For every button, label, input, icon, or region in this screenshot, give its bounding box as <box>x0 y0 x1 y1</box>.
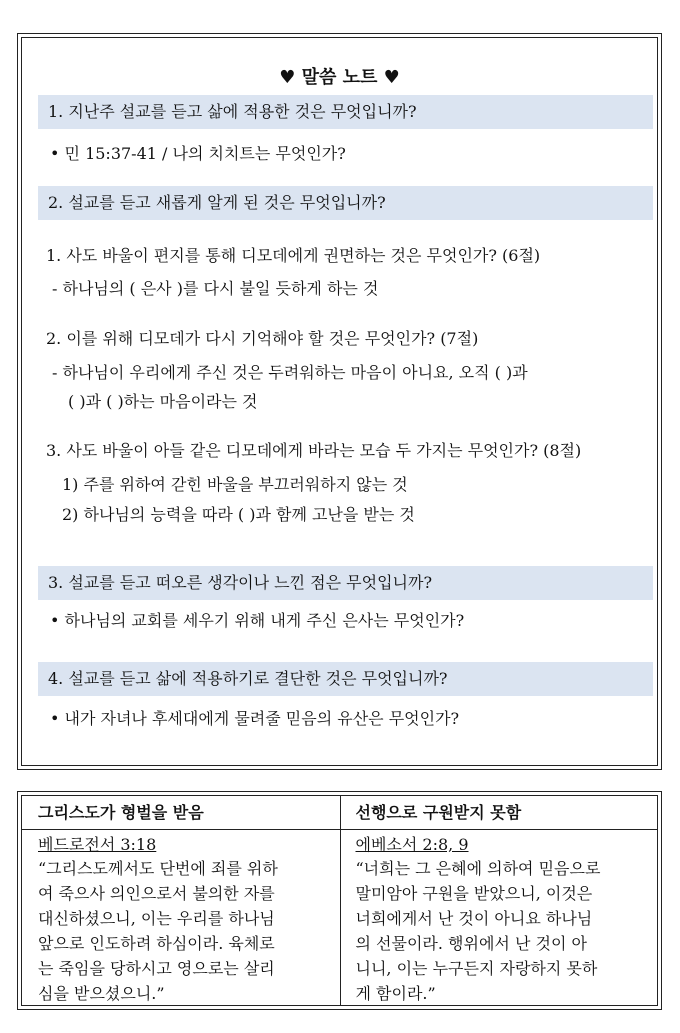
verse-line: 의 선물이라. 행위에서 난 것이 아 <box>355 934 587 953</box>
verse-text <box>356 856 648 1006</box>
verse-box <box>17 791 662 1010</box>
sub-question-3: 3. 사도 바울이 아들 같은 디모데에게 바라는 모습 두 가지는 무엇인가? (8절) <box>46 441 582 460</box>
verse-line: “너희는 그 은혜에 의하여 믿음으로 <box>355 859 601 878</box>
verse-line: “그리스도께서도 단번에 죄를 위하 <box>38 859 278 878</box>
verse-line: 여 죽으사 의인으로서 불의한 자를 <box>38 884 275 903</box>
question-3-item: • 하나님의 교회를 세우기 위해 내게 주신 은사는 무엇인가? <box>50 611 465 630</box>
verse-title: 그리스도가 형벌을 받음 <box>38 803 204 822</box>
verse-line: 니니, 이는 누구든지 자랑하지 못하 <box>355 959 598 978</box>
verse-line: 말미암아 구원을 받았으니, 이것은 <box>355 884 593 903</box>
question-4-item: • 내가 자녀나 후세대에게 물려줄 믿음의 유산은 무엇인가? <box>50 709 460 728</box>
verse-inner <box>21 795 658 1006</box>
sub-answer-3b: 2) 하나님의 능력을 따라 ( )과 함께 고난을 받는 것 <box>62 505 415 524</box>
sub-question-2: 2. 이를 위해 디모데가 다시 기억해야 할 것은 무엇인가? (7절) <box>46 329 479 348</box>
verse-column-left <box>22 796 340 1005</box>
verse-line: 는 죽임을 당하시고 영으로는 살리 <box>38 959 275 978</box>
question-1-item: • 민 15:37-41 / 나의 치치트는 무엇인가? <box>50 144 346 163</box>
verse-divider <box>22 829 340 830</box>
sub-answer-1: - 하나님의 ( 은사 )를 다시 불일 듯하게 하는 것 <box>52 279 379 298</box>
question-4-heading: 4. 설교를 듣고 삶에 적용하기로 결단한 것은 무엇입니까? <box>38 662 653 696</box>
question-2-heading: 2. 설교를 듣고 새롭게 알게 된 것은 무엇입니까? <box>38 186 653 220</box>
verse-reference: 에베소서 2:8, 9 <box>355 835 469 854</box>
question-1-heading: 1. 지난주 설교를 듣고 삶에 적용한 것은 무엇입니까? <box>38 95 653 129</box>
sub-answer-3a: 1) 주를 위하여 갇힌 바울을 부끄러워하지 않는 것 <box>62 475 408 494</box>
verse-line: 게 함이라.” <box>355 984 436 1003</box>
sub-answer-2b: ( )과 ( )하는 마음이라는 것 <box>68 392 258 411</box>
sermon-note-box <box>17 33 662 770</box>
sermon-note-inner <box>21 37 658 766</box>
note-title: ♥ 말씀 노트 ♥ <box>279 67 400 88</box>
verse-line: 너희에게서 난 것이 아니요 하나님 <box>355 909 593 928</box>
verse-text <box>38 856 328 1006</box>
verse-title: 선행으로 구원받지 못함 <box>355 803 522 822</box>
verse-divider <box>341 829 658 830</box>
verse-line: 심을 받으셨으니.” <box>38 984 165 1003</box>
verse-column-right <box>340 796 658 1005</box>
verse-reference: 베드로전서 3:18 <box>38 835 157 854</box>
verse-line: 대신하셨으니, 이는 우리를 하나님 <box>38 909 275 928</box>
verse-line: 앞으로 인도하려 하심이라. 육체로 <box>38 934 275 953</box>
question-3-heading: 3. 설교를 듣고 떠오른 생각이나 느낀 점은 무엇입니까? <box>38 566 653 600</box>
sub-answer-2a: - 하나님이 우리에게 주신 것은 두려워하는 마음이 아니요, 오직 ( )과 <box>52 363 528 382</box>
sub-question-1: 1. 사도 바울이 편지를 통해 디모데에게 권면하는 것은 무엇인가? (6절) <box>46 246 541 265</box>
